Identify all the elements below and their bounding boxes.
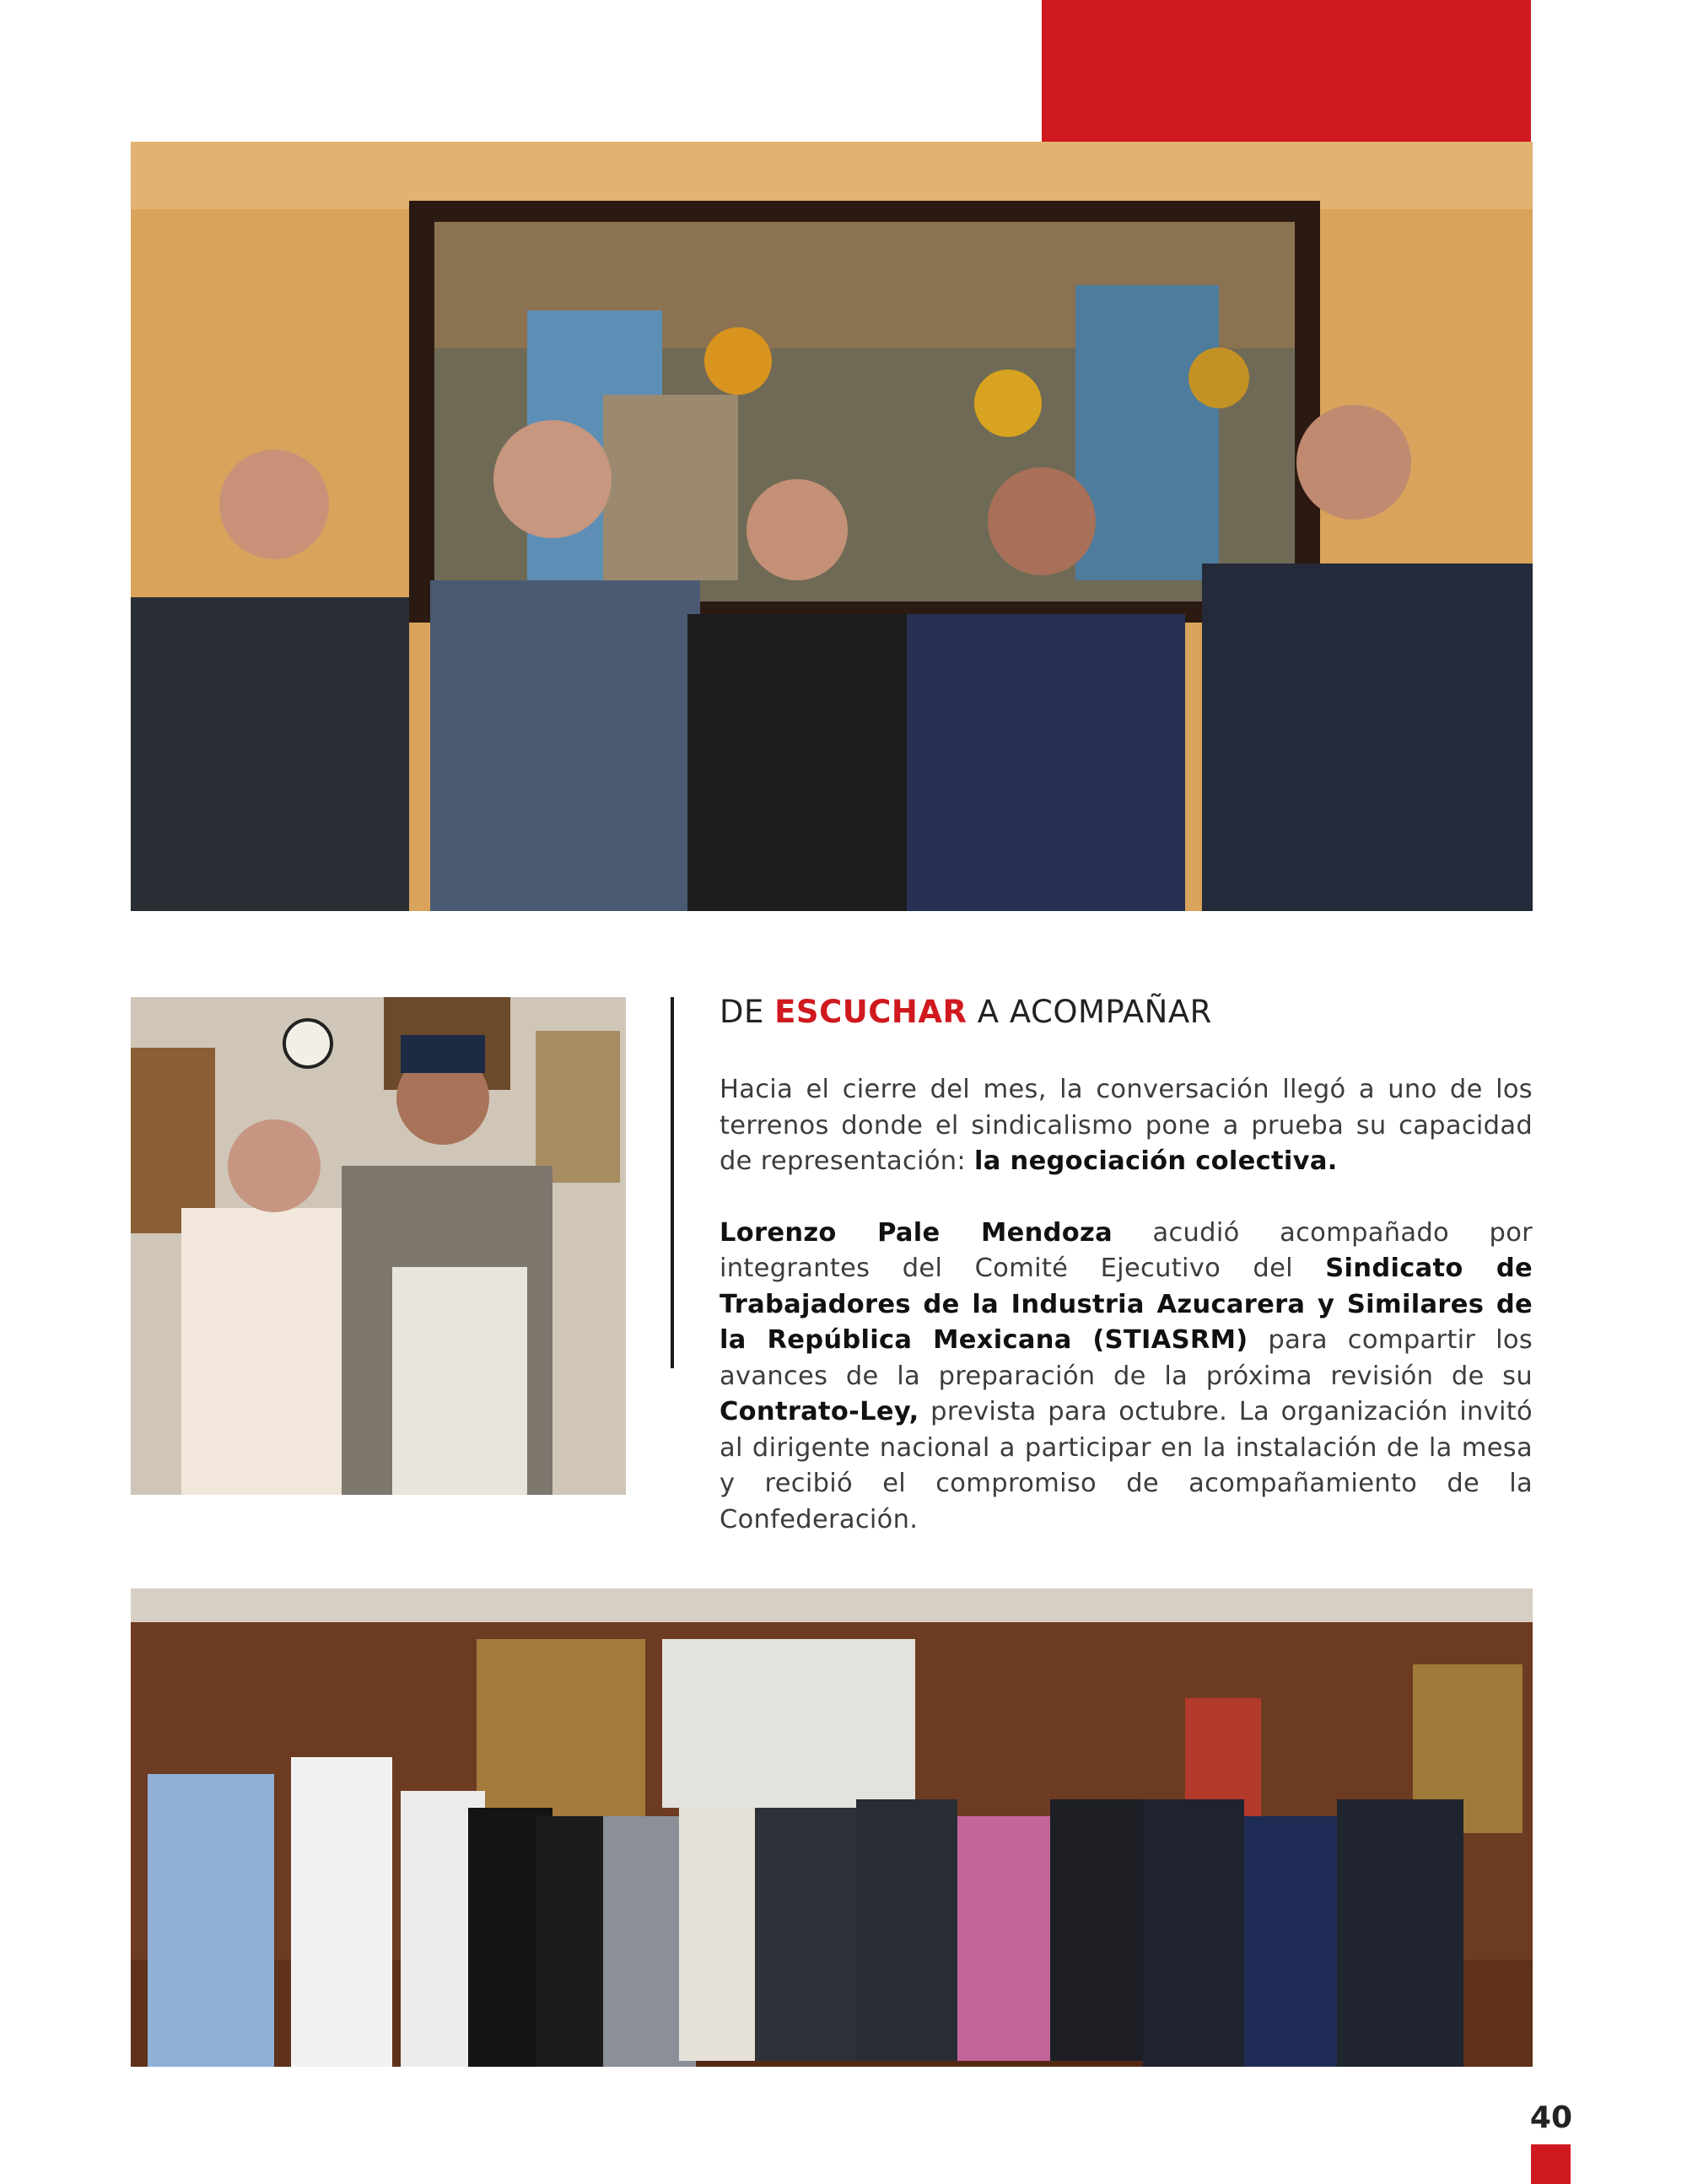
heading-pre: DE (720, 994, 775, 1030)
group-photo-bottom (131, 1588, 1533, 2067)
p1-bold: la negociación colectiva. (974, 1146, 1338, 1176)
p2-text-3: prevista para octubre. La organización invitó al dirigente nacional a participar en la instalación de la mesa y recibió el compromiso de acompañamiento de la Confederación. (720, 1397, 1533, 1534)
group-photo-top (131, 142, 1533, 911)
paragraph-2 (720, 1216, 1533, 1539)
p2-bold-1: Lorenzo Pale Mendoza (720, 1217, 1113, 1248)
paragraph-1 (720, 1072, 1533, 1180)
heading-post: A ACOMPAÑAR (967, 994, 1212, 1030)
p2-text-1: acudió acompañado por integrantes del Comité Ejecutivo del (720, 1217, 1533, 1283)
p2-text-2: para compartir los avances de la preparación de la próxima revisión de su (720, 1325, 1533, 1391)
p1-text: Hacia el cierre del mes, la conversación llegó a uno de los terrenos donde el sindicalismo pone a prueba su capacidad de representación: (720, 1075, 1533, 1176)
p2-bold-2: Sindicato de Trabajadores de la Industria Azucarera y Similares de la República Mexicana (STIASRM) (720, 1254, 1533, 1355)
article-block (720, 994, 1533, 1538)
page-number-marker (1531, 2144, 1571, 2184)
page-number: 40 (1529, 2100, 1572, 2135)
p2-bold-3: Contrato-Ley, (720, 1397, 919, 1426)
article-heading (720, 994, 1533, 1030)
vertical-divider (671, 997, 674, 1368)
photo-couple (131, 997, 626, 1495)
heading-highlight: ESCUCHAR (774, 994, 967, 1030)
